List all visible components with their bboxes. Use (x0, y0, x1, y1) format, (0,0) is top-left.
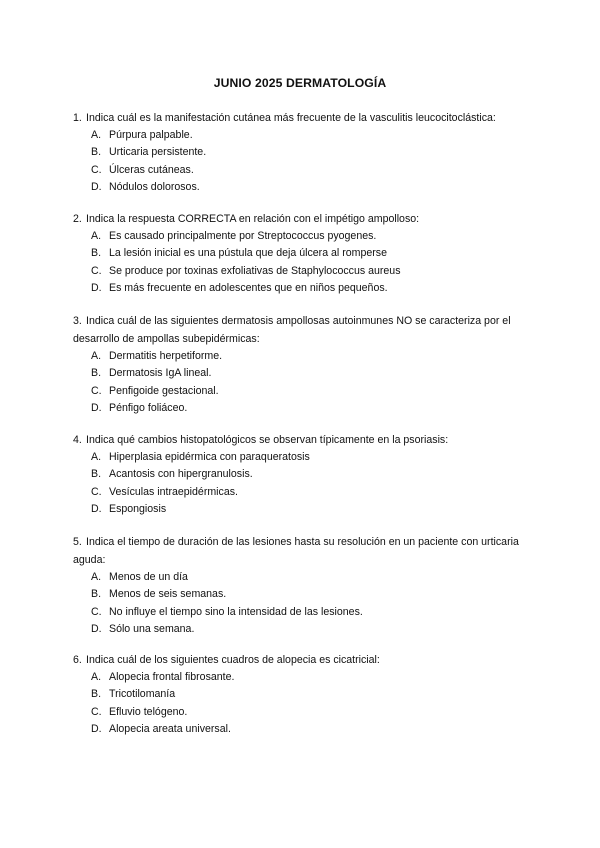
option-letter: B. (91, 247, 102, 260)
option-letter: B. (91, 367, 102, 380)
question-3 (73, 312, 543, 418)
question-stem: Indica el tiempo de duración de las lesiones hasta su resolución en un paciente con urticaria aguda: (73, 536, 519, 566)
option-c[interactable] (73, 263, 543, 280)
question-5 (73, 533, 543, 639)
question-text (73, 312, 543, 348)
options-list (73, 348, 543, 418)
option-a[interactable] (73, 669, 543, 686)
question-stem: Indica cuál de los siguientes cuadros de alopecia es cicatricial: (86, 654, 380, 666)
option-b[interactable] (73, 245, 543, 262)
option-c[interactable] (73, 604, 543, 621)
option-text: Alopecia areata universal. (109, 723, 231, 736)
question-stem: Indica qué cambios histopatológicos se observan típicamente en la psoriasis: (86, 434, 449, 446)
option-letter: B. (91, 146, 102, 159)
question-text (73, 533, 543, 569)
option-text: Dermatosis IgA lineal. (109, 367, 212, 380)
option-c[interactable] (73, 162, 543, 179)
option-letter: C. (91, 264, 102, 277)
option-text: La lesión inicial es una pústula que deja úlcera al romperse (109, 247, 387, 260)
option-d[interactable] (73, 621, 543, 638)
question-4 (73, 431, 543, 519)
question-text (73, 651, 543, 669)
question-number: 6. (73, 654, 82, 666)
option-c[interactable] (73, 383, 543, 400)
option-d[interactable] (73, 179, 543, 196)
option-text: Es más frecuente en adolescentes que en niños pequeños. (109, 282, 388, 295)
options-list (73, 569, 543, 639)
question-stem: Indica la respuesta CORRECTA en relación con el impétigo ampolloso: (86, 213, 420, 225)
option-c[interactable] (73, 704, 543, 721)
options-list (73, 228, 543, 298)
question-number: 2. (73, 213, 82, 225)
option-letter: B. (91, 688, 102, 701)
question-2 (73, 210, 543, 298)
option-letter: C. (91, 384, 102, 397)
option-letter: A. (91, 451, 102, 463)
question-6 (73, 651, 543, 739)
option-letter: B. (91, 588, 102, 601)
question-stem: Indica cuál de las siguientes dermatosis ampollosas autoinmunes NO se caracteriza por el desarrollo de ampollas subepidérmicas: (73, 315, 511, 345)
option-d[interactable] (73, 721, 543, 738)
option-a[interactable] (73, 127, 543, 144)
option-letter: D. (91, 181, 102, 194)
option-letter: A. (91, 571, 102, 583)
option-text: Dermatitis herpetiforme. (109, 350, 223, 362)
option-letter: C. (91, 605, 102, 618)
option-letter: A. (91, 230, 102, 242)
option-letter: A. (91, 129, 102, 141)
option-text: Pénfigo foliáceo. (109, 402, 188, 415)
option-text: Penfigoide gestacional. (109, 384, 219, 397)
page-title: JUNIO 2025 DERMATOLOGÍA (213, 76, 387, 90)
question-text (73, 431, 543, 449)
question-1 (73, 109, 543, 197)
option-text: Menos de un día (109, 571, 188, 583)
option-b[interactable] (73, 586, 543, 603)
options-list (73, 669, 543, 739)
option-a[interactable] (73, 228, 543, 245)
option-letter: B. (91, 468, 102, 481)
option-text: Nódulos dolorosos. (109, 181, 200, 194)
option-text: No influye el tiempo sino la intensidad de las lesiones. (109, 605, 363, 618)
option-text: Se produce por toxinas exfoliativas de Staphylococcus aureus (109, 264, 401, 277)
option-text: Tricotilomanía (109, 688, 176, 701)
option-letter: C. (91, 705, 102, 718)
option-a[interactable] (73, 569, 543, 586)
option-text: Alopecia frontal fibrosante. (109, 671, 235, 683)
question-number: 5. (73, 536, 82, 548)
options-list (73, 127, 543, 197)
option-letter: C. (91, 485, 102, 498)
question-number: 3. (73, 315, 82, 327)
option-text: Sólo una semana. (109, 623, 195, 636)
question-text (73, 109, 543, 127)
option-text: Urticaria persistente. (109, 146, 207, 159)
option-d[interactable] (73, 501, 543, 518)
question-text (73, 210, 543, 228)
option-letter: A. (91, 350, 102, 362)
option-b[interactable] (73, 466, 543, 483)
question-stem: Indica cuál es la manifestación cutánea más frecuente de la vasculitis leucocitoclástica: (86, 112, 496, 124)
option-a[interactable] (73, 449, 543, 466)
option-text: Púrpura palpable. (109, 129, 193, 141)
option-letter: D. (91, 623, 102, 636)
option-letter: C. (91, 163, 102, 176)
option-text: Es causado principalmente por Streptococcus pyogenes. (109, 230, 377, 242)
option-text: Hiperplasia epidérmica con paraqueratosis (109, 451, 310, 463)
option-a[interactable] (73, 348, 543, 365)
option-letter: D. (91, 282, 102, 295)
option-text: Úlceras cutáneas. (109, 163, 194, 176)
option-text: Espongiosis (109, 503, 167, 516)
option-text: Efluvio telógeno. (109, 705, 188, 718)
option-d[interactable] (73, 280, 543, 297)
option-d[interactable] (73, 400, 543, 417)
option-letter: D. (91, 723, 102, 736)
question-number: 4. (73, 434, 82, 446)
option-letter: A. (91, 671, 102, 683)
question-number: 1. (73, 112, 82, 124)
option-b[interactable] (73, 686, 543, 703)
option-c[interactable] (73, 484, 543, 501)
option-text: Vesículas intraepidérmicas. (109, 485, 238, 498)
option-b[interactable] (73, 144, 543, 161)
option-b[interactable] (73, 365, 543, 382)
option-text: Menos de seis semanas. (109, 588, 227, 601)
option-letter: D. (91, 402, 102, 415)
option-text: Acantosis con hipergranulosis. (109, 468, 253, 481)
options-list (73, 449, 543, 519)
option-letter: D. (91, 503, 102, 516)
